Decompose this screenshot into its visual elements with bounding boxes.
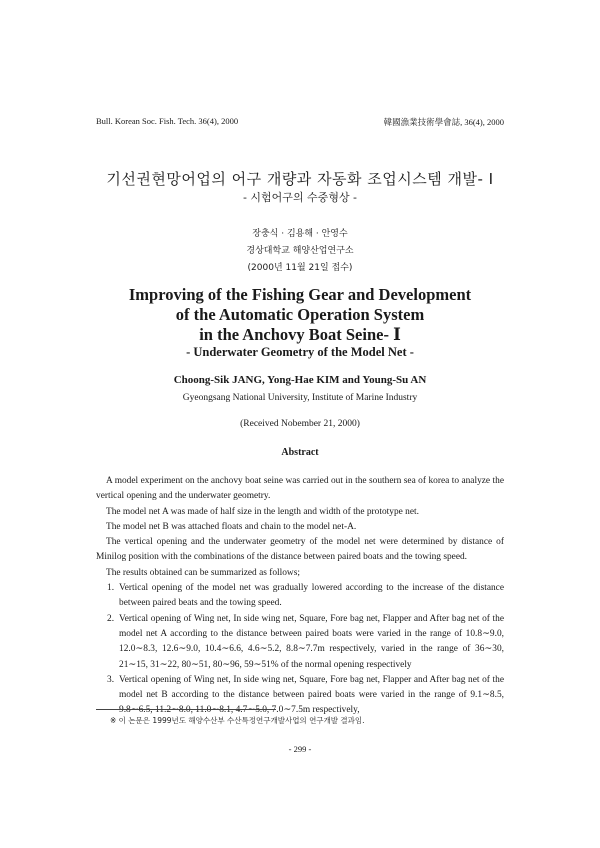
- list-item-text: Vertical opening of Wing net, In side wing net, Square, Fore bag net, Flapper and After bag net of the model net A according to the distance between paired boats were varied in the range of 10.8∼9.0, 12.0∼8.3, 12.6∼9.0, 10.4∼6.6, 4.6∼5.2, 8.8∼7.7m respectively, varied in the range of 36∼30, 21∼15, 31∼22, 80∼51, 80∼96, 59∼51% of the normal opening respectively: [119, 613, 504, 670]
- results-list-item: [107, 612, 504, 673]
- english-authors: Choong-Sik JANG, Yong-Hae KIM and Young-Su AN: [173, 374, 427, 386]
- korean-title: 기선권현망어업의 어구 개량과 자동화 조업시스템 개발- Ⅰ: [106, 170, 494, 188]
- results-list: [96, 581, 504, 719]
- korean-received-date: (2000년 11월 21일 접수): [247, 263, 353, 273]
- running-header-right: 韓國漁業技術學會誌, 36(4), 2000: [383, 117, 504, 127]
- page-number: - 299 -: [288, 744, 312, 754]
- results-list-item: [107, 673, 504, 719]
- korean-authors: 장충식 · 김용해 · 안영수: [252, 229, 348, 239]
- list-item-number: 1.: [107, 583, 115, 594]
- running-header-left: Bull. Korean Soc. Fish. Tech. 36(4), 2000: [96, 116, 239, 126]
- abstract-heading: Abstract: [281, 447, 319, 458]
- english-subtitle: - Underwater Geometry of the Model Net -: [186, 345, 414, 359]
- english-received-date: (Received Nobember 21, 2000): [240, 419, 360, 429]
- english-title-line: Improving of the Fishing Gear and Development: [128, 285, 472, 304]
- list-item-number: 3.: [107, 674, 115, 685]
- footnote-divider: [96, 709, 276, 710]
- abstract-paragraph: The model net A was made of half size in the length and width of the prototype net.: [106, 506, 419, 517]
- english-affiliation: Gyeongsang National University, Institute of Marine Industry: [182, 393, 418, 403]
- footnote: ※ 이 논문은 1999년도 해양수산부 수산특정연구개발사업의 연구개발 결과임.: [110, 716, 365, 725]
- list-item-number: 2.: [107, 613, 115, 624]
- list-item-text: Vertical opening of Wing net, In side wing net, Square, Fore bag net, Flapper and After bag net of the model net B according to the distance between paired boats were varied in the range of 9.1∼8.5, 9.8∼6.5, 11.2∼8.0, 11.0∼8.1, 4.7∼5.0, 7.0∼7.5m respectively,: [119, 674, 504, 716]
- abstract-body: [96, 474, 504, 719]
- results-list-item: [107, 581, 504, 612]
- english-title: [0, 285, 600, 345]
- english-title-line: in the Anchovy Boat Seine- Ⅰ: [199, 325, 401, 344]
- abstract-paragraph: A model experiment on the anchovy boat seine was carried out in the southern sea of korea to analyze the vertical opening and the underwater geometry.: [96, 476, 504, 502]
- abstract-paragraph: The model net B was attached floats and chain to the model net-A.: [106, 521, 357, 532]
- english-title-line: of the Automatic Operation System: [175, 305, 425, 324]
- abstract-paragraph: The vertical opening and the underwater geometry of the model net were determined by distance of Minilog position with the combinations of the distance between paired boats and the towing speed.: [96, 537, 504, 563]
- abstract-paragraph: The results obtained can be summarized as follows;: [106, 567, 300, 578]
- list-item-text: Vertical opening of the model net was gradually lowered according to the increase of the distance between paired beats and the towing speed.: [119, 583, 504, 609]
- korean-affiliation: 경상대학교 해양산업연구소: [246, 246, 354, 256]
- korean-subtitle: - 시험어구의 수중형상 -: [242, 191, 358, 204]
